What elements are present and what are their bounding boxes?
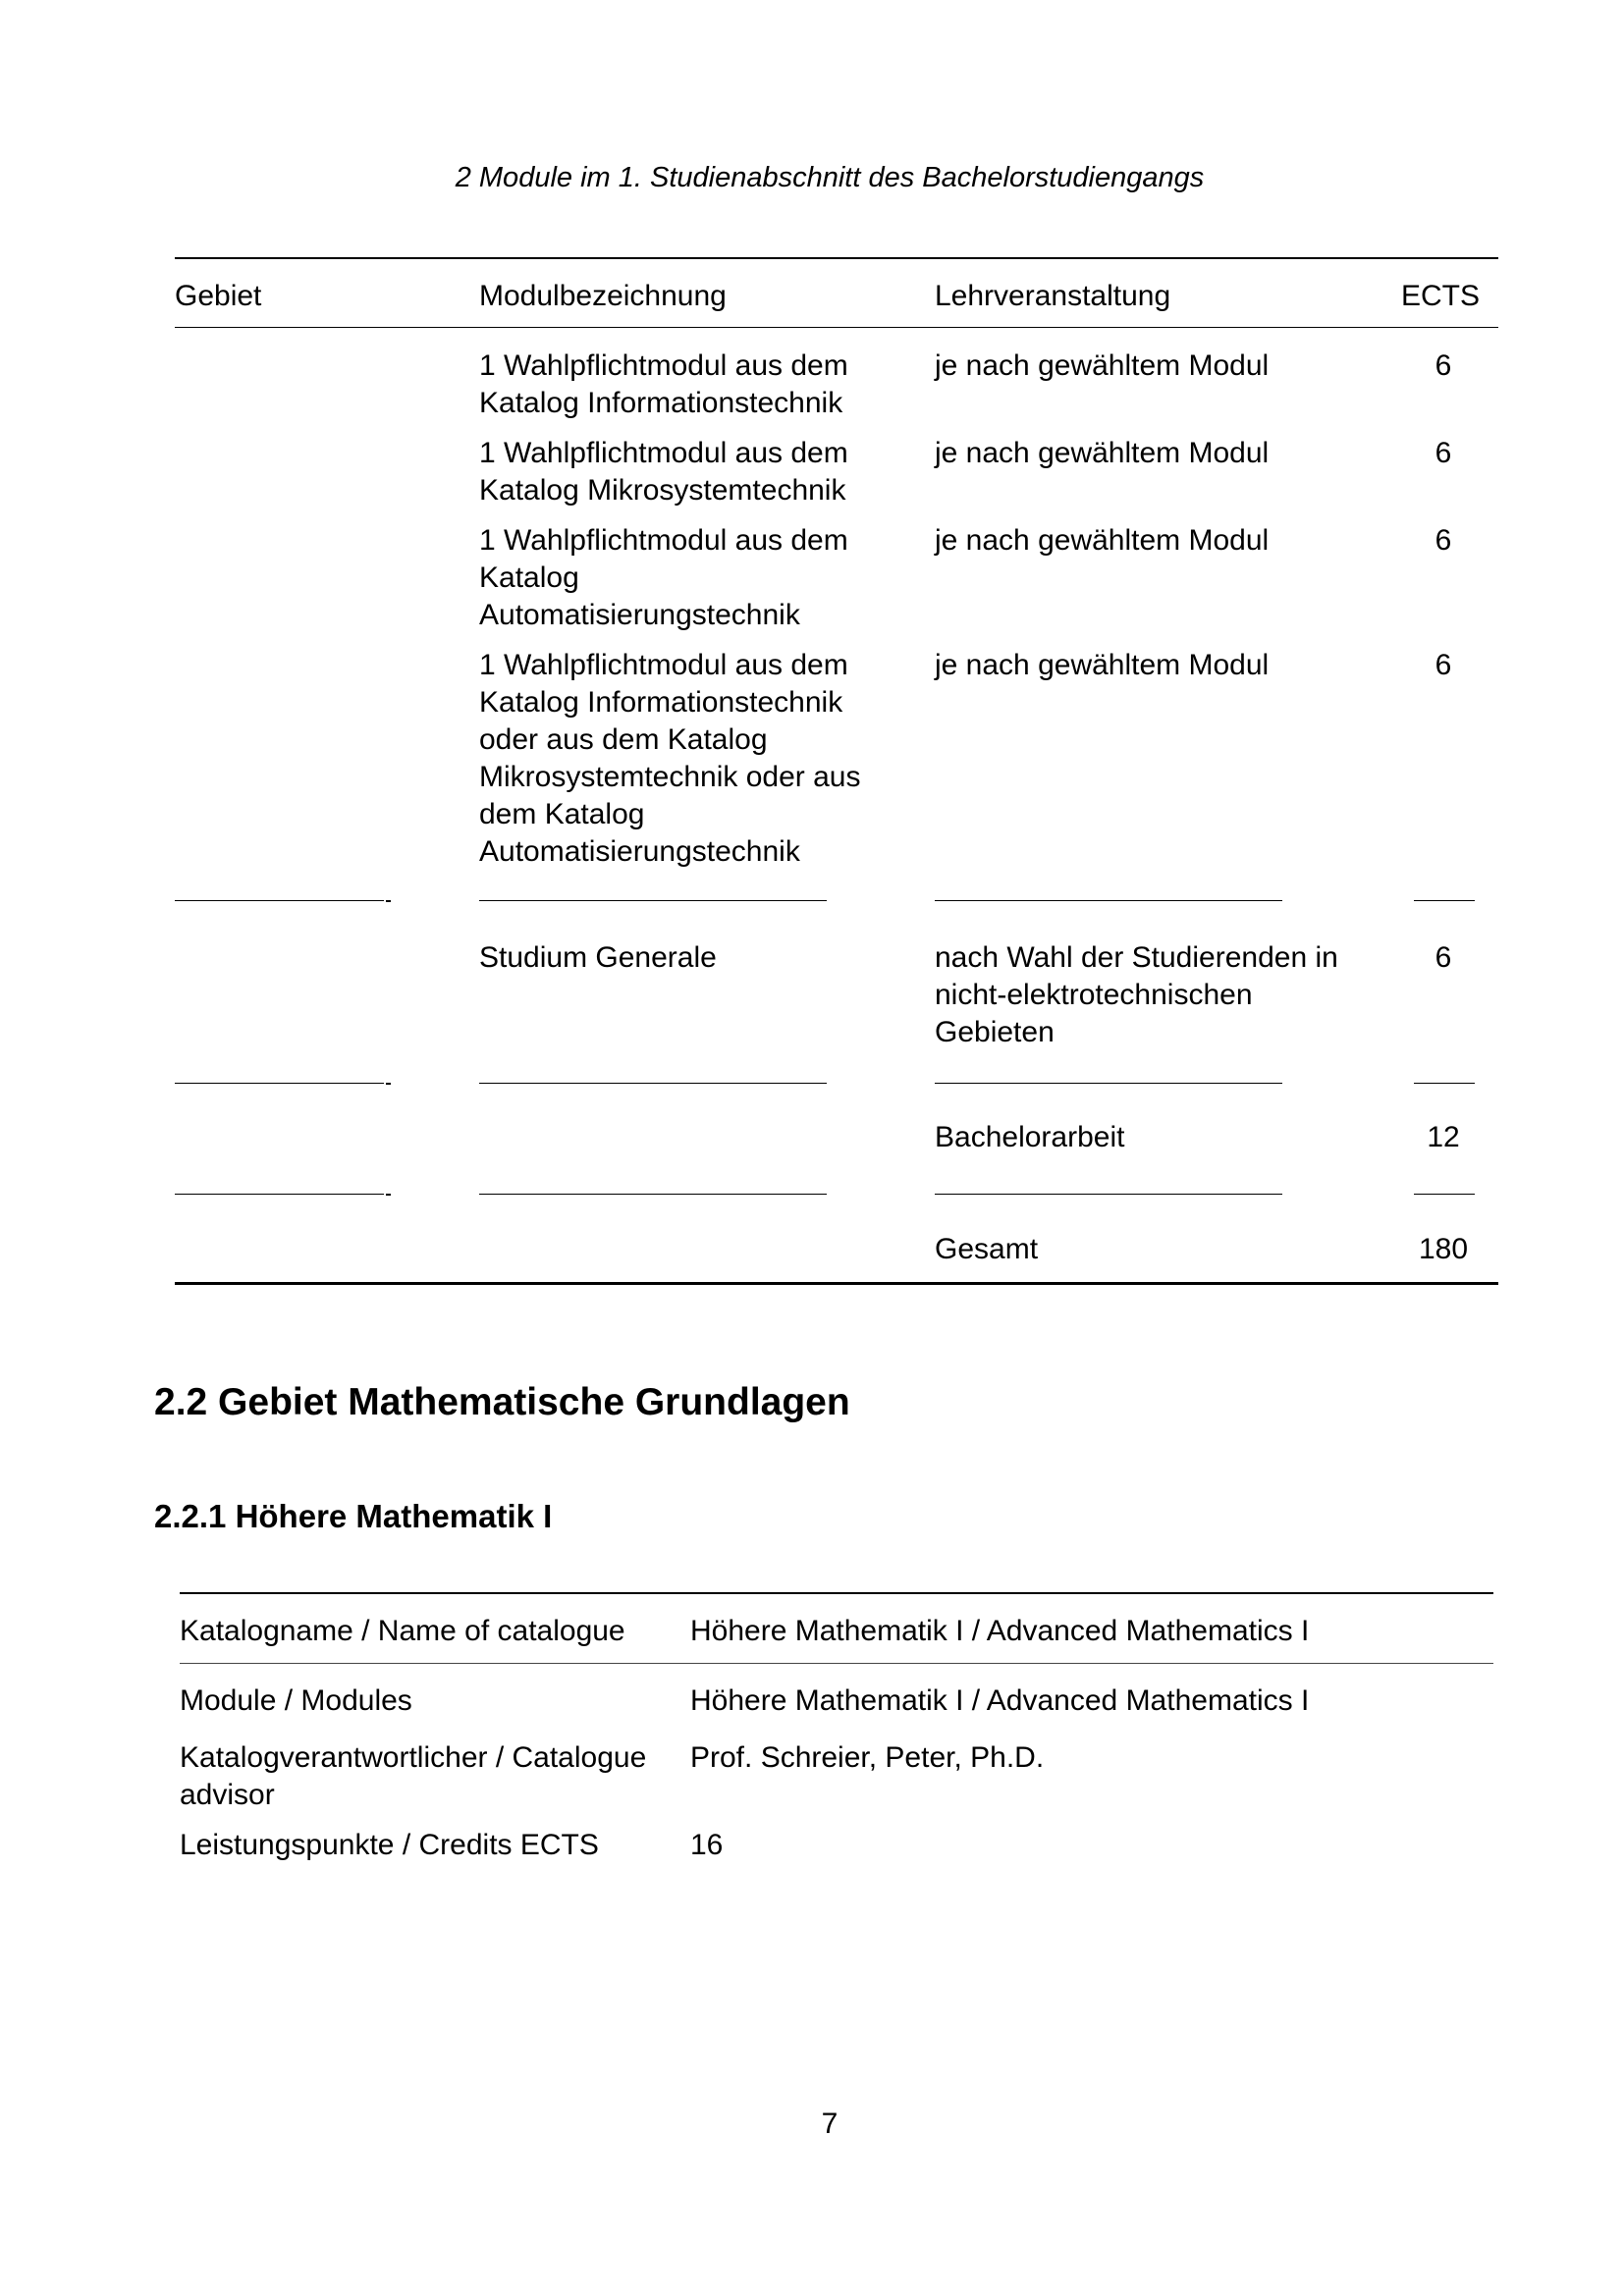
modul-line: Katalog Informationstechnik	[479, 387, 843, 419]
separator-dash	[1414, 1194, 1475, 1195]
lehr-line: nach Wahl der Studierenden in	[935, 941, 1338, 974]
row-value: Prof. Schreier, Peter, Ph.D.	[690, 1741, 1045, 1774]
row-value: 16	[690, 1829, 724, 1861]
header-modulbezeichnung: Modulbezeichnung	[479, 280, 727, 312]
table-top-rule	[175, 257, 1498, 259]
separator-dash	[935, 900, 1282, 901]
modul-line: Katalog Informationstechnik	[479, 686, 843, 719]
lehr-line: je nach gewähltem Modul	[935, 437, 1270, 469]
total-value: 180	[1418, 1233, 1469, 1265]
ects-value: 6	[1435, 649, 1452, 681]
catalogue-name-label: Katalogname / Name of catalogue	[180, 1615, 625, 1647]
ects-value: 6	[1435, 524, 1452, 557]
lehr-line: je nach gewähltem Modul	[935, 524, 1270, 557]
row-label: advisor	[180, 1779, 275, 1811]
separator-dash	[386, 900, 391, 902]
lehr-line: Bachelorarbeit	[935, 1121, 1125, 1153]
modul-line: Mikrosystemtechnik oder aus	[479, 761, 861, 793]
modul-line: 1 Wahlpflichtmodul aus dem	[479, 349, 848, 382]
modul-line: 1 Wahlpflichtmodul aus dem	[479, 524, 848, 557]
lehr-line: Gebieten	[935, 1016, 1055, 1048]
table-header-rule	[180, 1663, 1493, 1664]
modul-line: Katalog Mikrosystemtechnik	[479, 474, 846, 507]
catalogue-name-value: Höhere Mathematik I / Advanced Mathematics I	[690, 1615, 1310, 1647]
lehr-line: je nach gewähltem Modul	[935, 649, 1270, 681]
separator-dash	[1414, 1083, 1475, 1084]
modul-line: Studium Generale	[479, 941, 717, 974]
ects-value: 6	[1435, 349, 1452, 382]
header-gebiet: Gebiet	[175, 280, 262, 312]
separator-dash	[175, 900, 384, 901]
separator-dash	[175, 1083, 384, 1084]
modul-line: Katalog	[479, 561, 579, 594]
header-ects: ECTS	[1401, 280, 1481, 312]
page-number: 7	[821, 2108, 839, 2140]
separator-dash	[479, 1083, 827, 1084]
ects-value: 6	[1435, 437, 1452, 469]
modul-line: oder aus dem Katalog	[479, 723, 768, 756]
separator-dash	[386, 1083, 391, 1085]
modul-line: 1 Wahlpflichtmodul aus dem	[479, 649, 848, 681]
separator-dash	[935, 1083, 1282, 1084]
running-header: 2 Module im 1. Studienabschnitt des Bachelorstudiengangs	[455, 162, 1205, 193]
modul-line: Automatisierungstechnik	[479, 599, 800, 631]
table-header-rule	[175, 327, 1498, 328]
lehr-line: je nach gewähltem Modul	[935, 349, 1270, 382]
table-bottom-rule	[175, 1282, 1498, 1285]
row-label: Module / Modules	[180, 1684, 412, 1717]
modul-line: dem Katalog	[479, 798, 645, 830]
ects-value: 6	[1435, 941, 1452, 974]
total-label: Gesamt	[935, 1233, 1039, 1265]
lehr-line: nicht-elektrotechnischen	[935, 979, 1253, 1011]
row-label: Leistungspunkte / Credits ECTS	[180, 1829, 599, 1861]
subsection-heading: 2.2.1 Höhere Mathematik I	[154, 1498, 553, 1534]
separator-dash	[1414, 900, 1475, 901]
section-heading: 2.2 Gebiet Mathematische Grundlagen	[154, 1381, 850, 1423]
row-label: Katalogverantwortlicher / Catalogue	[180, 1741, 647, 1774]
separator-dash	[175, 1194, 384, 1195]
ects-value: 12	[1427, 1121, 1460, 1153]
modul-line: 1 Wahlpflichtmodul aus dem	[479, 437, 848, 469]
separator-dash	[479, 1194, 827, 1195]
modul-line: Automatisierungstechnik	[479, 835, 800, 868]
row-value: Höhere Mathematik I / Advanced Mathematics I	[690, 1684, 1310, 1717]
table-top-rule	[180, 1592, 1493, 1594]
separator-dash	[479, 900, 827, 901]
header-lehrveranstaltung: Lehrveranstaltung	[935, 280, 1171, 312]
separator-dash	[386, 1194, 391, 1196]
separator-dash	[935, 1194, 1282, 1195]
